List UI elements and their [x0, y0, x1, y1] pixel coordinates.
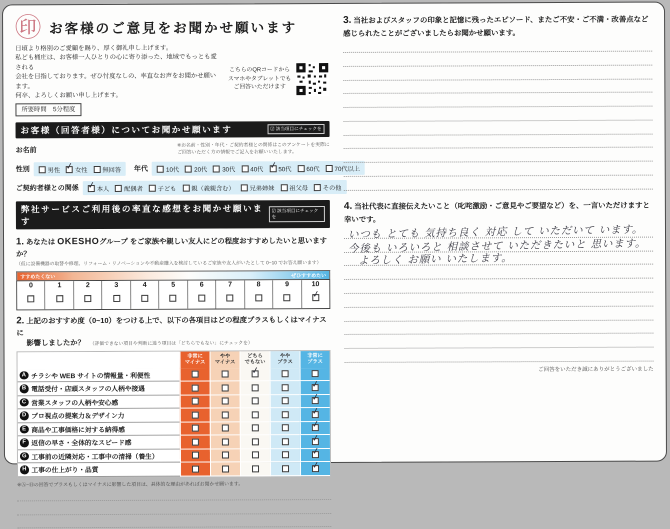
- row-label-text: プロ視点の提案力＆デザイン力: [31, 413, 125, 421]
- checkbox[interactable]: [222, 384, 229, 391]
- write-line[interactable]: [343, 107, 652, 122]
- write-line[interactable]: [345, 348, 654, 363]
- option-label: 10代: [166, 166, 180, 174]
- ratings-row-label: [18, 368, 180, 382]
- rating-cell[interactable]: [180, 395, 210, 409]
- checkbox[interactable]: [192, 385, 199, 392]
- rating-cell[interactable]: [240, 408, 270, 422]
- checkbox[interactable]: [282, 411, 289, 418]
- write-line[interactable]: [343, 38, 652, 53]
- nps-score-6[interactable]: [188, 281, 217, 309]
- write-line[interactable]: [344, 121, 653, 136]
- rating-cell[interactable]: [240, 365, 270, 382]
- rating-cell[interactable]: [210, 395, 240, 409]
- checkbox[interactable]: [86, 179, 97, 192]
- row-letter-badge: H: [20, 466, 29, 475]
- checkbox-option[interactable]: [65, 160, 88, 175]
- row-label-text: 工事前の近隣対応・工事中の清掃（養生）: [31, 453, 159, 462]
- rating-cell[interactable]: [270, 462, 300, 476]
- checkbox[interactable]: [113, 295, 120, 302]
- page-title: お客様のご意見をお聞かせ願います: [49, 20, 298, 37]
- write-line[interactable]: [343, 65, 652, 80]
- question-1-title: [16, 234, 330, 259]
- section-bar-about-note: ☑ 該当項目にチェックを: [267, 124, 324, 134]
- nps-score-number: 0: [28, 282, 33, 290]
- rating-cell[interactable]: [180, 449, 210, 463]
- ratings-row-H: [18, 459, 330, 477]
- rating-cell[interactable]: [180, 409, 210, 423]
- relation-label: ご契約者様との関係: [15, 185, 79, 193]
- checkbox[interactable]: [310, 391, 321, 405]
- nps-score-10[interactable]: [302, 280, 330, 308]
- intro-line: 何卒、よろしくお願い申し上げます。: [15, 92, 122, 100]
- checkbox[interactable]: [192, 439, 199, 446]
- row-letter-badge: C: [20, 398, 29, 407]
- rating-cell[interactable]: [270, 408, 300, 422]
- checkbox[interactable]: [241, 184, 248, 191]
- row-letter-badge: B: [20, 385, 29, 394]
- checkbox[interactable]: [310, 378, 320, 391]
- option-label: その他: [322, 184, 342, 192]
- nps-score-5[interactable]: [159, 281, 188, 309]
- checkbox-option[interactable]: [268, 159, 292, 174]
- question-3-title: [343, 12, 652, 39]
- row-label-text: 返信の早さ・全体的なスピード感: [31, 440, 132, 448]
- rating-cell[interactable]: [180, 463, 210, 477]
- checkbox[interactable]: [312, 371, 319, 378]
- nps-score-7[interactable]: [216, 280, 245, 308]
- checkbox-option[interactable]: [93, 165, 121, 174]
- ratings-header-spacer: [18, 352, 180, 369]
- checkbox[interactable]: [241, 165, 248, 172]
- name-row: [16, 142, 330, 158]
- checkbox[interactable]: [222, 452, 229, 459]
- question-4-title: [344, 197, 653, 224]
- row-letter-badge: E: [20, 425, 29, 434]
- write-line[interactable]: [344, 265, 653, 280]
- checkbox[interactable]: [141, 295, 148, 302]
- rating-cell[interactable]: [240, 381, 270, 395]
- checkbox[interactable]: [192, 452, 199, 459]
- ratings-row-G: [18, 445, 330, 464]
- checkbox[interactable]: [213, 165, 220, 172]
- checkbox[interactable]: [311, 445, 321, 459]
- rating-cell[interactable]: [240, 435, 270, 449]
- nps-score-number: 3: [114, 282, 119, 290]
- checkbox[interactable]: [284, 294, 291, 301]
- section-bar-survey: [16, 200, 330, 229]
- checkbox[interactable]: [198, 295, 205, 302]
- checkbox[interactable]: [252, 398, 259, 405]
- ratings-row-label: [18, 436, 180, 450]
- checkbox[interactable]: [192, 412, 199, 419]
- row-letter-badge: D: [20, 412, 29, 421]
- intro-line: 私ども桶庄は、お客様一人ひとりの心に寄り添った、地域でもっとも愛される: [15, 53, 217, 72]
- checkbox[interactable]: [310, 418, 321, 432]
- nps-score-number: 9: [285, 281, 289, 289]
- nps-score-number: 6: [199, 281, 204, 289]
- nps-left-label: すすめたくない: [20, 273, 56, 280]
- qr-note-line: こちらのQRコードから: [229, 67, 291, 74]
- write-line[interactable]: [344, 148, 653, 163]
- ratings-column-header: やや マイナス: [210, 352, 240, 369]
- option-label: 親（義親含む）: [191, 185, 235, 193]
- question-4-text: 当社代表に直接伝えたいこと（叱咤激励・ご意見やご要望など）を、一言いただけますと幸いです。: [343, 200, 650, 224]
- rating-cell[interactable]: [210, 449, 240, 463]
- write-line[interactable]: [344, 251, 653, 266]
- write-line[interactable]: [344, 279, 653, 294]
- check-mark-icon: ✓: [310, 378, 320, 390]
- write-line[interactable]: [343, 79, 652, 94]
- option-label: 兄弟姉妹: [249, 185, 275, 193]
- question-2-text2: 影響しましたか？: [26, 337, 85, 348]
- ratings-row-B: [18, 378, 330, 396]
- check-mark-icon: ✓: [311, 288, 321, 300]
- write-line[interactable]: [344, 293, 653, 308]
- section-bar-survey-title: 弊社サービスご利用後の率直な感想をお聞かせ願います: [20, 203, 264, 227]
- check-mark-icon: ✓: [310, 432, 321, 444]
- nps-score-number: 10: [311, 281, 320, 289]
- write-line[interactable]: [17, 500, 331, 515]
- question-3-text: 当社およびスタッフの印象と記憶に残ったエピソード、またご不安・ご不満・改善点など感じられたことがございましたらお聞かせ願います。: [343, 14, 649, 38]
- ratings-row-label: [18, 409, 180, 423]
- ratings-row-A: [18, 365, 330, 383]
- rating-cell[interactable]: [210, 422, 240, 436]
- handwritten-comment: よろしく お願い いたします。: [358, 252, 513, 268]
- checkbox[interactable]: [310, 405, 321, 418]
- checkbox[interactable]: [84, 295, 91, 302]
- rating-cell[interactable]: [270, 422, 300, 436]
- rating-cell[interactable]: [270, 368, 300, 382]
- checkbox-option[interactable]: [241, 183, 275, 192]
- qr-note: [228, 66, 291, 92]
- checkbox-option[interactable]: [182, 183, 234, 192]
- option-label: 30代: [222, 166, 236, 174]
- relation-options: [83, 180, 347, 195]
- checkbox[interactable]: [39, 166, 46, 173]
- ratings-row-label: [18, 422, 180, 436]
- checkbox[interactable]: [56, 295, 63, 302]
- write-line[interactable]: [344, 306, 653, 321]
- name-input-area[interactable]: [41, 144, 178, 157]
- checkbox[interactable]: [115, 185, 122, 192]
- checkbox[interactable]: [192, 371, 199, 378]
- qr-code-icon: [295, 62, 329, 96]
- checkbox[interactable]: [282, 452, 289, 459]
- rating-cell[interactable]: [210, 436, 240, 450]
- rating-cell[interactable]: [240, 449, 270, 463]
- rating-cell[interactable]: [180, 422, 210, 436]
- checkbox[interactable]: [252, 384, 259, 391]
- checkbox-option[interactable]: [157, 165, 179, 174]
- row-letter-badge: F: [20, 439, 29, 448]
- question-1-number: 1.: [16, 236, 24, 248]
- option-label: 70代以上: [334, 165, 360, 173]
- rating-cell[interactable]: [270, 449, 300, 463]
- qr-note-line: ご回答いただけます: [233, 84, 286, 91]
- checkbox[interactable]: [255, 294, 262, 301]
- checkbox[interactable]: [252, 438, 259, 445]
- checkbox[interactable]: [222, 398, 229, 405]
- nps-score-number: 8: [256, 281, 261, 289]
- relation-row: [15, 179, 342, 195]
- check-mark-icon: ✓: [310, 391, 321, 404]
- checkbox[interactable]: [252, 452, 259, 459]
- nps-score-2[interactable]: [74, 281, 103, 309]
- checkbox[interactable]: [311, 288, 321, 301]
- check-mark-icon: ✓: [311, 459, 321, 471]
- question-1-note: （仮に設備機器の取替や修理、リフォーム・リノベーションや不動産購入を検討しているご家族や友人がいたとして 0~10 でお答え願います）: [16, 261, 322, 268]
- checkbox[interactable]: [149, 185, 156, 192]
- question-2-text2-row: [16, 337, 330, 349]
- question-2-text: 上記のおすすめ度（0~10）をつける上で、以下の各項目はどの程度プラスもしくはマイナスに: [16, 315, 327, 338]
- checkbox-option[interactable]: [115, 184, 143, 193]
- checkbox[interactable]: [282, 425, 289, 432]
- nps-score-number: 1: [57, 282, 62, 290]
- rating-cell[interactable]: [180, 368, 210, 382]
- handwritten-comment: 今後も いろいろと 相談させて いただきたいと 思います。: [347, 237, 647, 255]
- checkbox[interactable]: [314, 184, 321, 191]
- ratings-row-D: [18, 405, 330, 423]
- question-1: [16, 234, 330, 310]
- question-4-write-area[interactable]: [344, 224, 654, 363]
- gender-label: 性別: [15, 166, 30, 174]
- check-mark-icon: ✓: [65, 160, 75, 172]
- handwritten-comment: いつも とても 気持ち良く 対応 して いただいて います。: [347, 223, 644, 241]
- question-1-text: グループ をご家族や親しい友人にどの程度おすすめしたいと思いますか？: [16, 236, 327, 259]
- check-mark-icon: ✓: [310, 418, 321, 431]
- question-3-number: 3.: [343, 14, 352, 26]
- rating-cell[interactable]: [210, 463, 240, 477]
- ratings-row-E: [18, 418, 330, 437]
- qr-block: [228, 43, 330, 116]
- nps-right-label: ぜひすすめたい: [291, 272, 327, 279]
- option-label: 40代: [250, 166, 264, 174]
- brand-name: OKESHO: [57, 236, 100, 247]
- section-bar-about: [16, 121, 330, 138]
- option-label: 60代: [306, 166, 320, 174]
- gender-age-row: [15, 159, 360, 176]
- write-line[interactable]: [344, 162, 653, 177]
- rating-cell[interactable]: [270, 395, 300, 409]
- row-letter-badge: G: [20, 452, 29, 461]
- ratings-row-F: [18, 432, 330, 450]
- checkbox[interactable]: [222, 371, 229, 378]
- option-label: 女性: [75, 167, 88, 175]
- write-line[interactable]: [343, 93, 652, 108]
- row-label-text: 工事の仕上がり・品質: [31, 467, 99, 475]
- rating-cell[interactable]: [180, 382, 210, 396]
- write-line[interactable]: [344, 176, 653, 191]
- checkbox[interactable]: [282, 465, 289, 472]
- reason-write-area[interactable]: [17, 487, 331, 529]
- write-line[interactable]: [17, 514, 331, 529]
- write-line[interactable]: [343, 52, 652, 67]
- intro-block: [15, 43, 329, 116]
- intro-text: [15, 43, 222, 116]
- option-label: 配偶者: [124, 185, 143, 193]
- nps-score-4[interactable]: [131, 281, 160, 309]
- option-label: 男性: [47, 167, 61, 175]
- gender-options: [34, 162, 126, 176]
- question-4-number: 4.: [343, 200, 353, 212]
- option-label: 50代: [278, 166, 292, 174]
- checkbox[interactable]: [311, 459, 321, 472]
- checkbox-option[interactable]: [86, 179, 110, 193]
- checkbox[interactable]: [227, 295, 234, 302]
- write-line[interactable]: [344, 334, 653, 349]
- option-label: 20代: [194, 166, 208, 174]
- ratings-row-label: [18, 449, 180, 463]
- thanks-note: ご回答をいただき誠にありがとうございました: [538, 366, 654, 374]
- option-label: 本人: [96, 185, 110, 193]
- checkbox[interactable]: [222, 438, 229, 445]
- checkbox[interactable]: [250, 365, 260, 378]
- nps-score-9[interactable]: [273, 280, 302, 308]
- checkbox[interactable]: [297, 165, 304, 172]
- nps-scale: [16, 279, 330, 310]
- ratings-row-label: [18, 395, 180, 409]
- checkbox[interactable]: [325, 165, 332, 172]
- ratings-footnote: ※Ⓐ~Ⓗの回答でプラスもしくはマイナスに影響した項目は、具体的な理由があればお聞かせ願います。: [17, 482, 244, 489]
- ratings-column-header: 非常に マイナス: [180, 352, 210, 369]
- checkbox-option[interactable]: [280, 183, 308, 192]
- rating-cell[interactable]: [300, 459, 330, 476]
- checkbox[interactable]: [280, 184, 287, 191]
- rating-cell[interactable]: [210, 368, 240, 382]
- ratings-column-header: どちら でもない: [240, 352, 270, 369]
- checkbox[interactable]: [185, 166, 192, 173]
- rating-cell[interactable]: [210, 409, 240, 423]
- company-seal-icon: ㊞: [15, 12, 42, 43]
- checkbox-option[interactable]: [149, 184, 177, 193]
- question-2-note: （評価できない項目や判断に迷う項目は「どちらでもない」にチェックを）: [92, 341, 253, 347]
- nps-score-1[interactable]: [46, 281, 75, 309]
- checkbox-option[interactable]: [185, 164, 207, 173]
- question-3-write-area[interactable]: [343, 38, 653, 191]
- question-2-number: 2.: [16, 315, 25, 327]
- checkbox[interactable]: [157, 166, 164, 173]
- checkbox[interactable]: [222, 465, 229, 472]
- ratings-row-C: [18, 391, 330, 410]
- ratings-row-label: [18, 382, 180, 396]
- checkbox[interactable]: [310, 432, 321, 445]
- rating-cell[interactable]: [240, 462, 270, 476]
- option-label: 祖父母: [289, 185, 308, 193]
- section-bar-about-title: お客様（回答者様）についてお聞かせ願います: [20, 124, 233, 136]
- rating-cell[interactable]: [270, 381, 300, 395]
- nps-score-number: 7: [228, 281, 233, 289]
- ratings-table: [17, 350, 332, 478]
- nps-score-number: 5: [171, 281, 176, 289]
- checkbox[interactable]: [282, 438, 289, 445]
- checkbox-option[interactable]: [314, 183, 342, 192]
- rating-cell[interactable]: [180, 436, 210, 450]
- section-bar-survey-note: ☑ 該当項目にチェックを: [269, 206, 325, 222]
- check-mark-icon: ✓: [310, 405, 321, 417]
- write-line[interactable]: [344, 134, 653, 149]
- rating-cell[interactable]: [210, 382, 240, 396]
- check-mark-icon: ✓: [250, 365, 260, 377]
- ratings-column-header: 非常に プラス: [300, 351, 330, 368]
- question-1-text: あなたは: [25, 237, 58, 247]
- checkbox-option[interactable]: [241, 164, 263, 173]
- nps-score-number: 2: [85, 282, 90, 290]
- questionnaire-page: [2, 2, 667, 489]
- row-letter-badge: A: [20, 371, 29, 380]
- rating-cell[interactable]: [270, 435, 300, 449]
- question-2: [16, 314, 331, 528]
- checkbox[interactable]: [192, 425, 199, 432]
- check-mark-icon: ✓: [268, 159, 278, 171]
- checkbox[interactable]: [282, 384, 289, 391]
- ratings-header-row: [18, 351, 330, 369]
- checkbox[interactable]: [65, 160, 75, 173]
- rating-cell[interactable]: [240, 422, 270, 436]
- write-line[interactable]: [17, 487, 331, 502]
- checkbox[interactable]: [93, 166, 100, 173]
- checkbox[interactable]: [192, 398, 199, 405]
- check-mark-icon: ✓: [86, 179, 97, 191]
- nps-score-number: 4: [142, 281, 147, 289]
- checkbox[interactable]: [282, 371, 289, 378]
- row-label-text: 電話受付・店頭スタッフの人柄や接遇: [31, 386, 145, 394]
- right-column: [343, 12, 654, 454]
- checkbox[interactable]: [282, 398, 289, 405]
- checkbox[interactable]: [222, 411, 229, 418]
- write-line[interactable]: [344, 320, 653, 335]
- check-mark-icon: ✓: [311, 445, 321, 458]
- checkbox[interactable]: [252, 425, 259, 432]
- qr-note-line: スマホやタブレットでも: [227, 75, 292, 83]
- checkbox[interactable]: [170, 295, 177, 302]
- row-label-text: 商品や工事価格に対する納得感: [31, 426, 125, 435]
- checkbox[interactable]: [182, 185, 189, 192]
- checkbox-option[interactable]: [39, 165, 60, 174]
- checkbox[interactable]: [252, 411, 259, 418]
- row-label-text: 営業スタッフの人柄や安心感: [31, 399, 119, 408]
- intro-line: 会社を目指しております。ぜひ忖度なしの、率直なお声をお聞かせ願います。: [15, 72, 217, 91]
- checkbox[interactable]: [252, 465, 259, 472]
- ratings-column-header: やや プラス: [270, 351, 300, 368]
- ratings-row-label: [18, 463, 180, 477]
- intro-line: 日頃より格別のご愛顧を賜り、厚く御礼申し上げます。: [15, 44, 173, 53]
- page-header: [15, 12, 329, 43]
- name-note-line: ご回答いただく方の情報でご記入をお願いいたします。: [177, 150, 297, 156]
- question-2-title: [16, 314, 330, 338]
- row-label-text: チラシや WEB サイトの情報量・利便性: [31, 372, 151, 381]
- checkbox-option[interactable]: [297, 164, 319, 173]
- checkbox[interactable]: [222, 425, 229, 432]
- option-label: 子ども: [157, 185, 177, 193]
- checkbox[interactable]: [268, 159, 278, 172]
- option-label: 無回答: [102, 166, 122, 174]
- nps-score-8[interactable]: [245, 280, 274, 308]
- name-note-line: ※お名前・性別・年代・ご契約者様との関係はこのアンケートを実際に: [177, 143, 330, 149]
- checkbox-option[interactable]: [213, 164, 235, 173]
- nps-score-3[interactable]: [103, 281, 132, 309]
- rating-cell[interactable]: [240, 395, 270, 409]
- duration-badge: 所要時間 5分程度: [15, 103, 81, 117]
- left-column: [15, 12, 360, 489]
- checkbox[interactable]: [27, 295, 34, 302]
- age-label: 年代: [134, 166, 149, 174]
- name-note: [177, 142, 330, 157]
- age-options: [152, 161, 365, 176]
- name-label: お名前: [15, 147, 37, 155]
- nps-score-0[interactable]: [17, 281, 46, 309]
